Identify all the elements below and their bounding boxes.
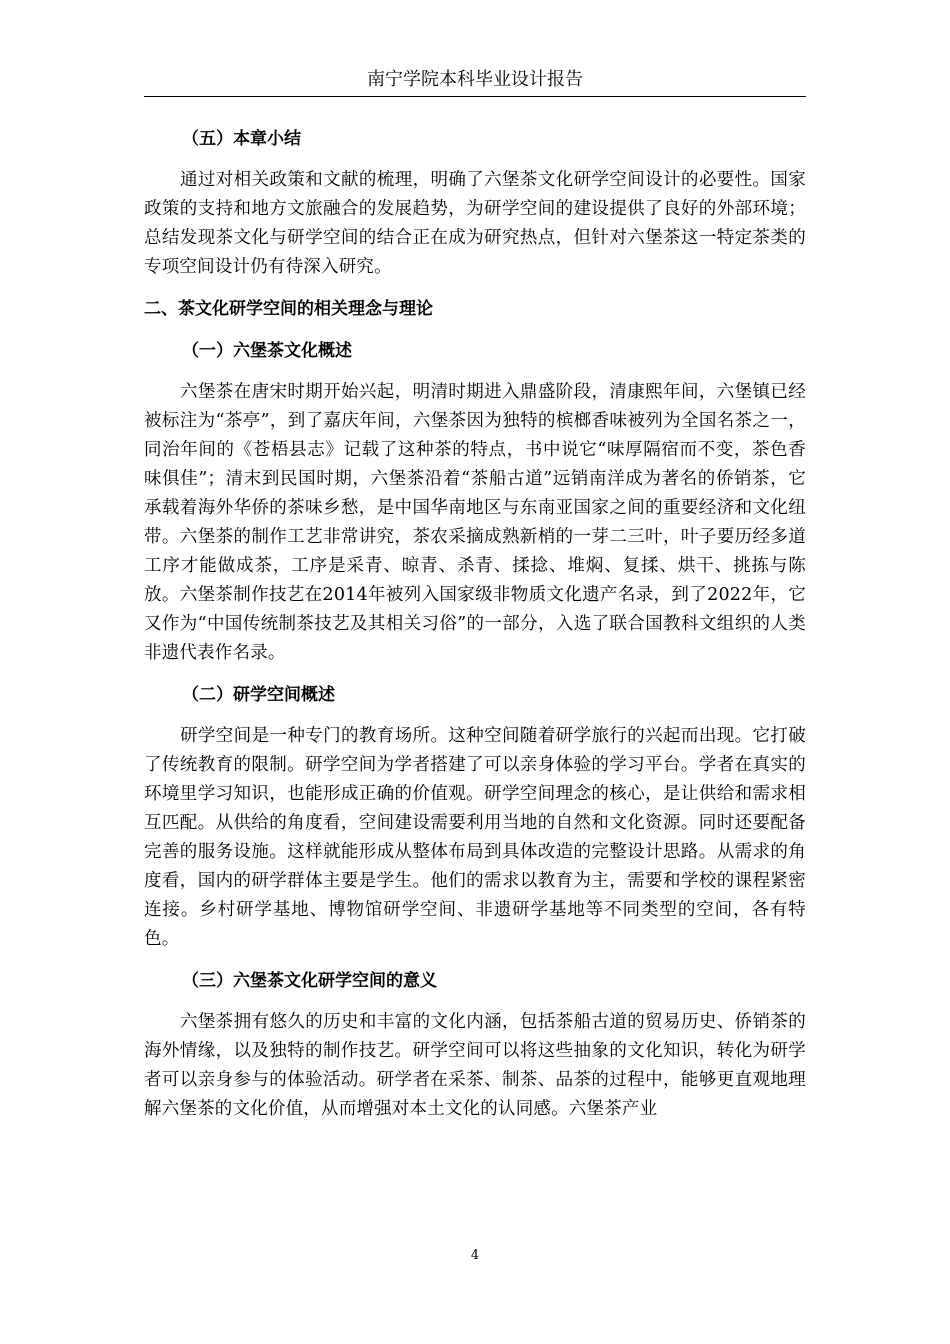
page-number: 4 [470, 1248, 480, 1263]
page-header-title: 南宁学院本科毕业设计报告 [367, 69, 583, 90]
section-heading-liubao-overview: （一）六堡茶文化概述 [182, 341, 352, 361]
chapter-heading-2: 二、茶文化研学空间的相关理念与理论 [144, 299, 433, 319]
paragraph-liubao-overview: 六堡茶在唐宋时期开始兴起，明清时期进入鼎盛阶段，清康熙年间，六堡镇已经被标注为“茶亭”，到了嘉庆年间，六堡茶因为独特的槟榔香味被列为全国名茶之一，同治年间的《苍梧县志》记载了这种茶的特点，书中说它“味厚隔宿而不变，茶色香味俱佳”；清末到民国时期，六堡茶沿着“茶船古道”远销南洋成为著名的侨销茶，它承载着海外华侨的茶味乡愁，是中国华南地区与东南亚国家之间的重要经济和文化纽带。六堡茶的制作工艺非常讲究，茶农采摘成熟新梢的一芽二三叶，叶子要历经多道工序才能做成茶，工序是采青、晾青、杀青、揉捻、堆焖、复揉、烘干、挑拣与陈放。六堡茶制作技艺在2014年被列入国家级非物质文化遗产名录，到了2022年，它又作为“中国传统制茶技艺及其相关习俗”的一部分，入选了联合国教科文组织的人类非遗代表作名录。 [144, 382, 806, 663]
section-heading-significance: （三）六堡茶文化研学空间的意义 [182, 971, 437, 991]
document-body [144, 116, 806, 1132]
paragraph-significance: 六堡茶拥有悠久的历史和丰富的文化内涵，包括茶船古道的贸易历史、侨销茶的海外情缘，以及独特的制作技艺。研学空间可以将这些抽象的文化知识，转化为研学者可以亲身参与的体验活动。研学者在采茶、制茶、品茶的过程中，能够更直观地理解六堡茶的文化价值，从而增强对本土文化的认同感。六堡茶产业 [144, 1012, 806, 1119]
paragraph-study-space-overview: 研学空间是一种专门的教育场所。这种空间随着研学旅行的兴起而出现。它打破了传统教育的限制。研学空间为学者搭建了可以亲身体验的学习平台。学者在真实的环境里学习知识，也能形成正确的价值观。研学空间理念的核心，是让供给和需求相互匹配。从供给的角度看，空间建设需要利用当地的自然和文化资源。同时还要配备完善的服务设施。这样就能形成从整体布局到具体改造的完整设计思路。从需求的角度看，国内的研学群体主要是学生。他们的需求以教育为主，需要和学校的课程紧密连接。乡村研学基地、博物馆研学空间、非遗研学基地等不同类型的空间，各有特色。 [144, 726, 806, 949]
header-rule [144, 96, 806, 97]
section-heading-study-space-overview: （二）研学空间概述 [182, 685, 335, 705]
section-heading-chapter-summary: （五）本章小结 [182, 129, 301, 149]
paragraph-chapter-summary: 通过对相关政策和文献的梳理，明确了六堡茶文化研学空间设计的必要性。国家政策的支持和地方文旅融合的发展趋势，为研学空间的建设提供了良好的外部环境；总结发现茶文化与研学空间的结合正在成为研究热点，但针对六堡茶这一特定茶类的专项空间设计仍有待深入研究。 [144, 170, 806, 277]
